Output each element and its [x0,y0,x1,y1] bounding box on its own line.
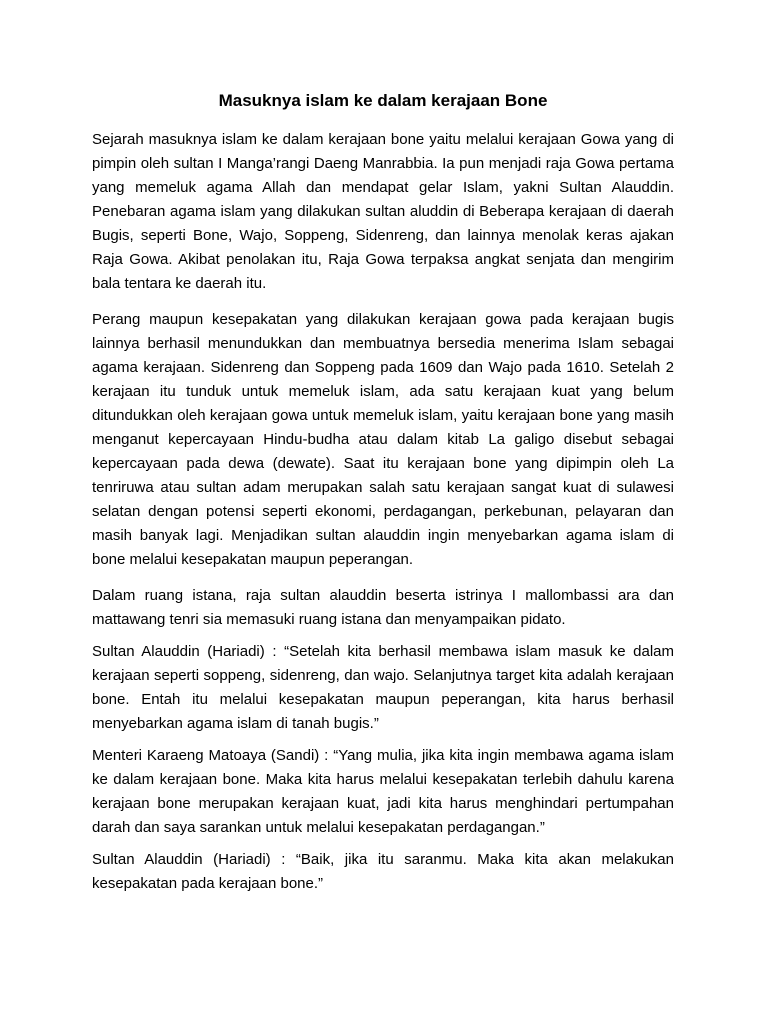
paragraph-war-and-agreement: Perang maupun kesepakatan yang dilakukan kerajaan gowa pada kerajaan bugis lainnya berhasil menundukkan dan membuatnya bersedia menerima Islam sebagai agama kerajaan. Sidenreng dan Soppeng pada 1609 dan Wajo pada 1610. Setelah 2 kerajaan itu tunduk untuk memeluk islam, ada satu kerajaan kuat yang belum ditundukkan oleh kerajaan gowa untuk memeluk islam, yaitu kerajaan bone yang masih menganut kepercayaan Hindu-budha atau dalam kitab La galigo disebut sebagai kepercayaan pada dewa (dewate). Saat itu kerajaan bone yang dipimpin oleh La tenriruwa atau sultan adam merupakan salah satu kerajaan sangat kuat di sulawesi selatan dengan potensi seperti ekonomi, perdagangan, perkebunan, pelayaran dan masih banyak lagi. Menjadikan sultan alauddin ingin menyebarkan agama islam di bone melalui kesepakatan maupun peperangan. [92,311,674,568]
dialogue-sultan-alauddin-1: Sultan Alauddin (Hariadi) : “Setelah kita berhasil membawa islam masuk ke dalam kerajaan seperti soppeng, sidenreng, dan wajo. Selanjutnya target kita adalah kerajaan bone. Entah itu melalui kesepakatan maupun peperangan, kita harus berhasil menyebarkan agama islam di tanah bugis.” [92,643,674,732]
document-body [92,128,674,896]
dialogue-sultan-alauddin-2: Sultan Alauddin (Hariadi) : “Baik, jika itu saranmu. Maka kita akan melakukan kesepakatan pada kerajaan bone.” [92,851,674,892]
document-title: Masuknya islam ke dalam kerajaan Bone [218,91,548,110]
paragraph-palace-scene: Dalam ruang istana, raja sultan alauddin beserta istrinya I mallombassi ara dan mattawang tenri sia memasuki ruang istana dan menyampaikan pidato. [92,587,674,628]
paragraph-history-intro: Sejarah masuknya islam ke dalam kerajaan bone yaitu melalui kerajaan Gowa yang di pimpin oleh sultan I Manga’rangi Daeng Manrabbia. Ia pun menjadi raja Gowa pertama yang memeluk agama Allah dan mendapat gelar Islam, yakni Sultan Alauddin. Penebaran agama islam yang dilakukan sultan aluddin di Beberapa kerajaan di daerah Bugis, seperti Bone, Wajo, Soppeng, Sidenreng, dan lainnya menolak keras ajakan Raja Gowa. Akibat penolakan itu, Raja Gowa terpaksa angkat senjata dan mengirim bala tentara ke daerah itu. [92,131,674,292]
dialogue-menteri-karaeng-matoaya: Menteri Karaeng Matoaya (Sandi) : “Yang mulia, jika kita ingin membawa agama islam ke dalam kerajaan bone. Maka kita harus melalui kesepakatan terlebih dahulu karena kerajaan bone merupakan kerajaan kuat, jadi kita harus menghindari pertumpahan darah dan saya sarankan untuk melalui kesepakatan perdagangan.” [92,747,674,836]
